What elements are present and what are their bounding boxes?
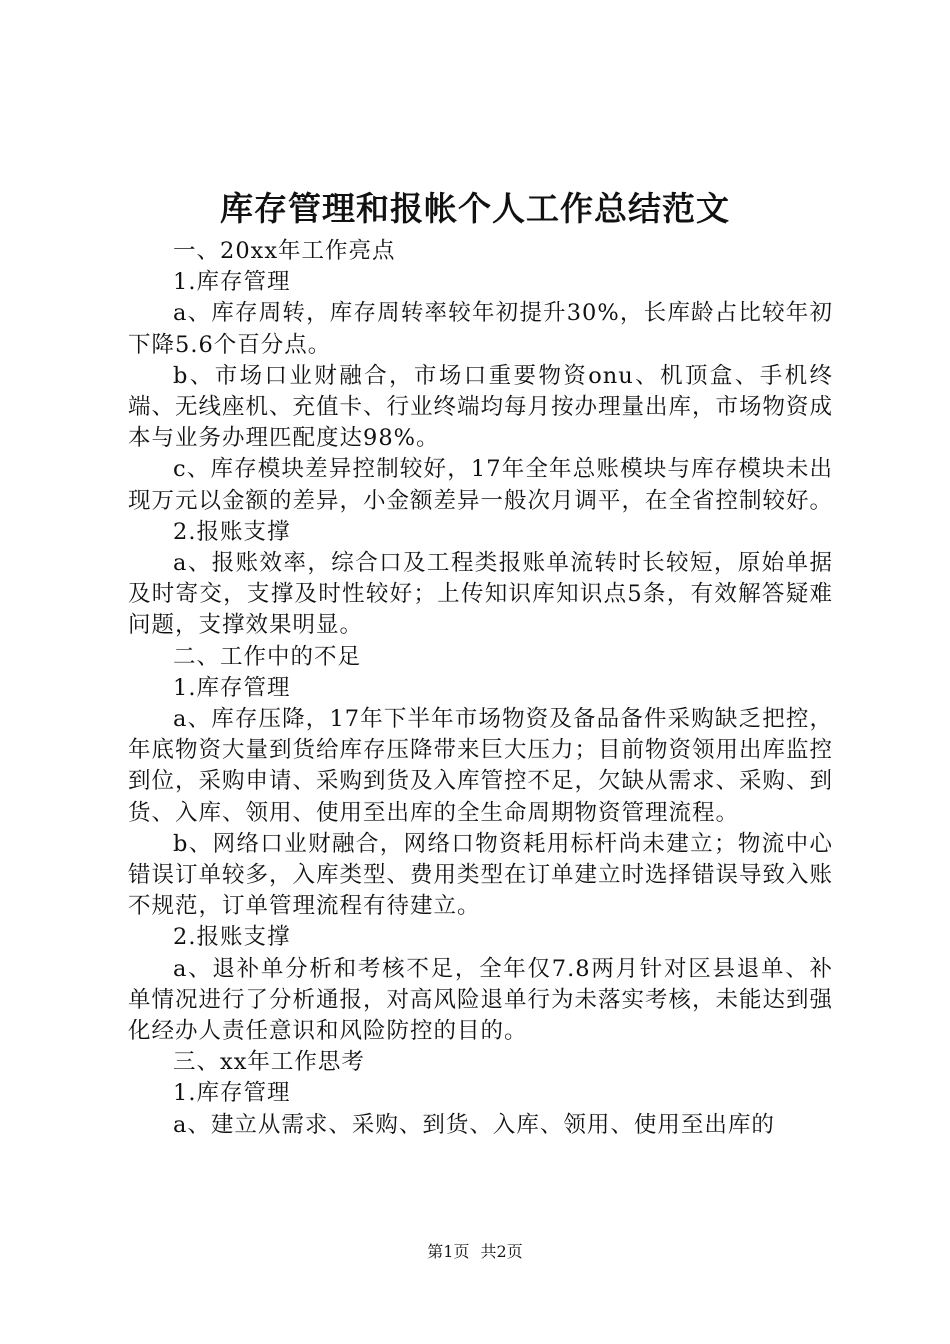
paragraph: b、市场口业财融合，市场口重要物资onu、机顶盒、手机终端、无线座机、充值卡、行业终端均每月按办理量出库，市场物资成本与业务办理匹配度达98%。	[128, 362, 834, 452]
paragraph: a、报账效率，综合口及工程类报账单流转时长较短，原始单据及时寄交，支撑及时性较好；上传知识库知识点5条，有效解答疑难问题，支撑效果明显。	[128, 550, 833, 639]
paragraph: b、网络口业财融合，网络口物资耗用标杆尚未建立；物流中心错误订单较多，入库类型、费用类型在订单建立时选择错误导致入账不规范，订单管理流程有待建立。	[128, 830, 834, 920]
paragraph: a、退补单分析和考核不足，全年仅7.8两月针对区县退单、补单情况进行了分析通报，对高风险退单行为未落实考核，未能达到强化经办人责任意识和风险防控的目的。	[128, 955, 834, 1045]
section-heading: 一、20xx年工作亮点	[173, 238, 396, 264]
document-body	[128, 236, 833, 1141]
page-number: 第1页	[427, 1242, 470, 1261]
paragraph: c、库存模块差异控制较好，17年全年总账模块与库存模块未出现万元以金额的差异，小金额差异一般次月调平，在全省控制较好。	[128, 456, 834, 514]
section-heading: 三、xx年工作思考	[173, 1049, 365, 1076]
paragraph: a、库存压降，17年下半年市场物资及备品备件采购缺乏把控，年底物资大量到货给库存压降带来巨大压力；目前物资领用出库监控到位，采购申请、采购到货及入库管控不足，欠缺从需求、采购、到货、入库、领用、使用至出库的全生命周期物资管理流程。	[128, 706, 834, 826]
subsection-heading: 1.库存管理	[173, 674, 291, 701]
subsection-heading: 2.报账支撑	[173, 924, 291, 951]
document-title: 库存管理和报帐个人工作总结范文	[220, 189, 730, 228]
subsection-heading: 1.库存管理	[173, 269, 291, 296]
subsection-heading: 2.报账支撑	[173, 518, 291, 545]
page-total: 共2页	[480, 1242, 523, 1261]
page-footer	[0, 1240, 950, 1264]
subsection-heading: 1.库存管理	[173, 1080, 291, 1107]
paragraph: a、库存周转，库存周转率较年初提升30%，长库龄占比较年初下降5.6个百分点。	[128, 300, 833, 358]
section-heading: 二、工作中的不足	[173, 643, 362, 670]
paragraph: a、建立从需求、采购、到货、入库、领用、使用至出库的	[173, 1111, 775, 1138]
